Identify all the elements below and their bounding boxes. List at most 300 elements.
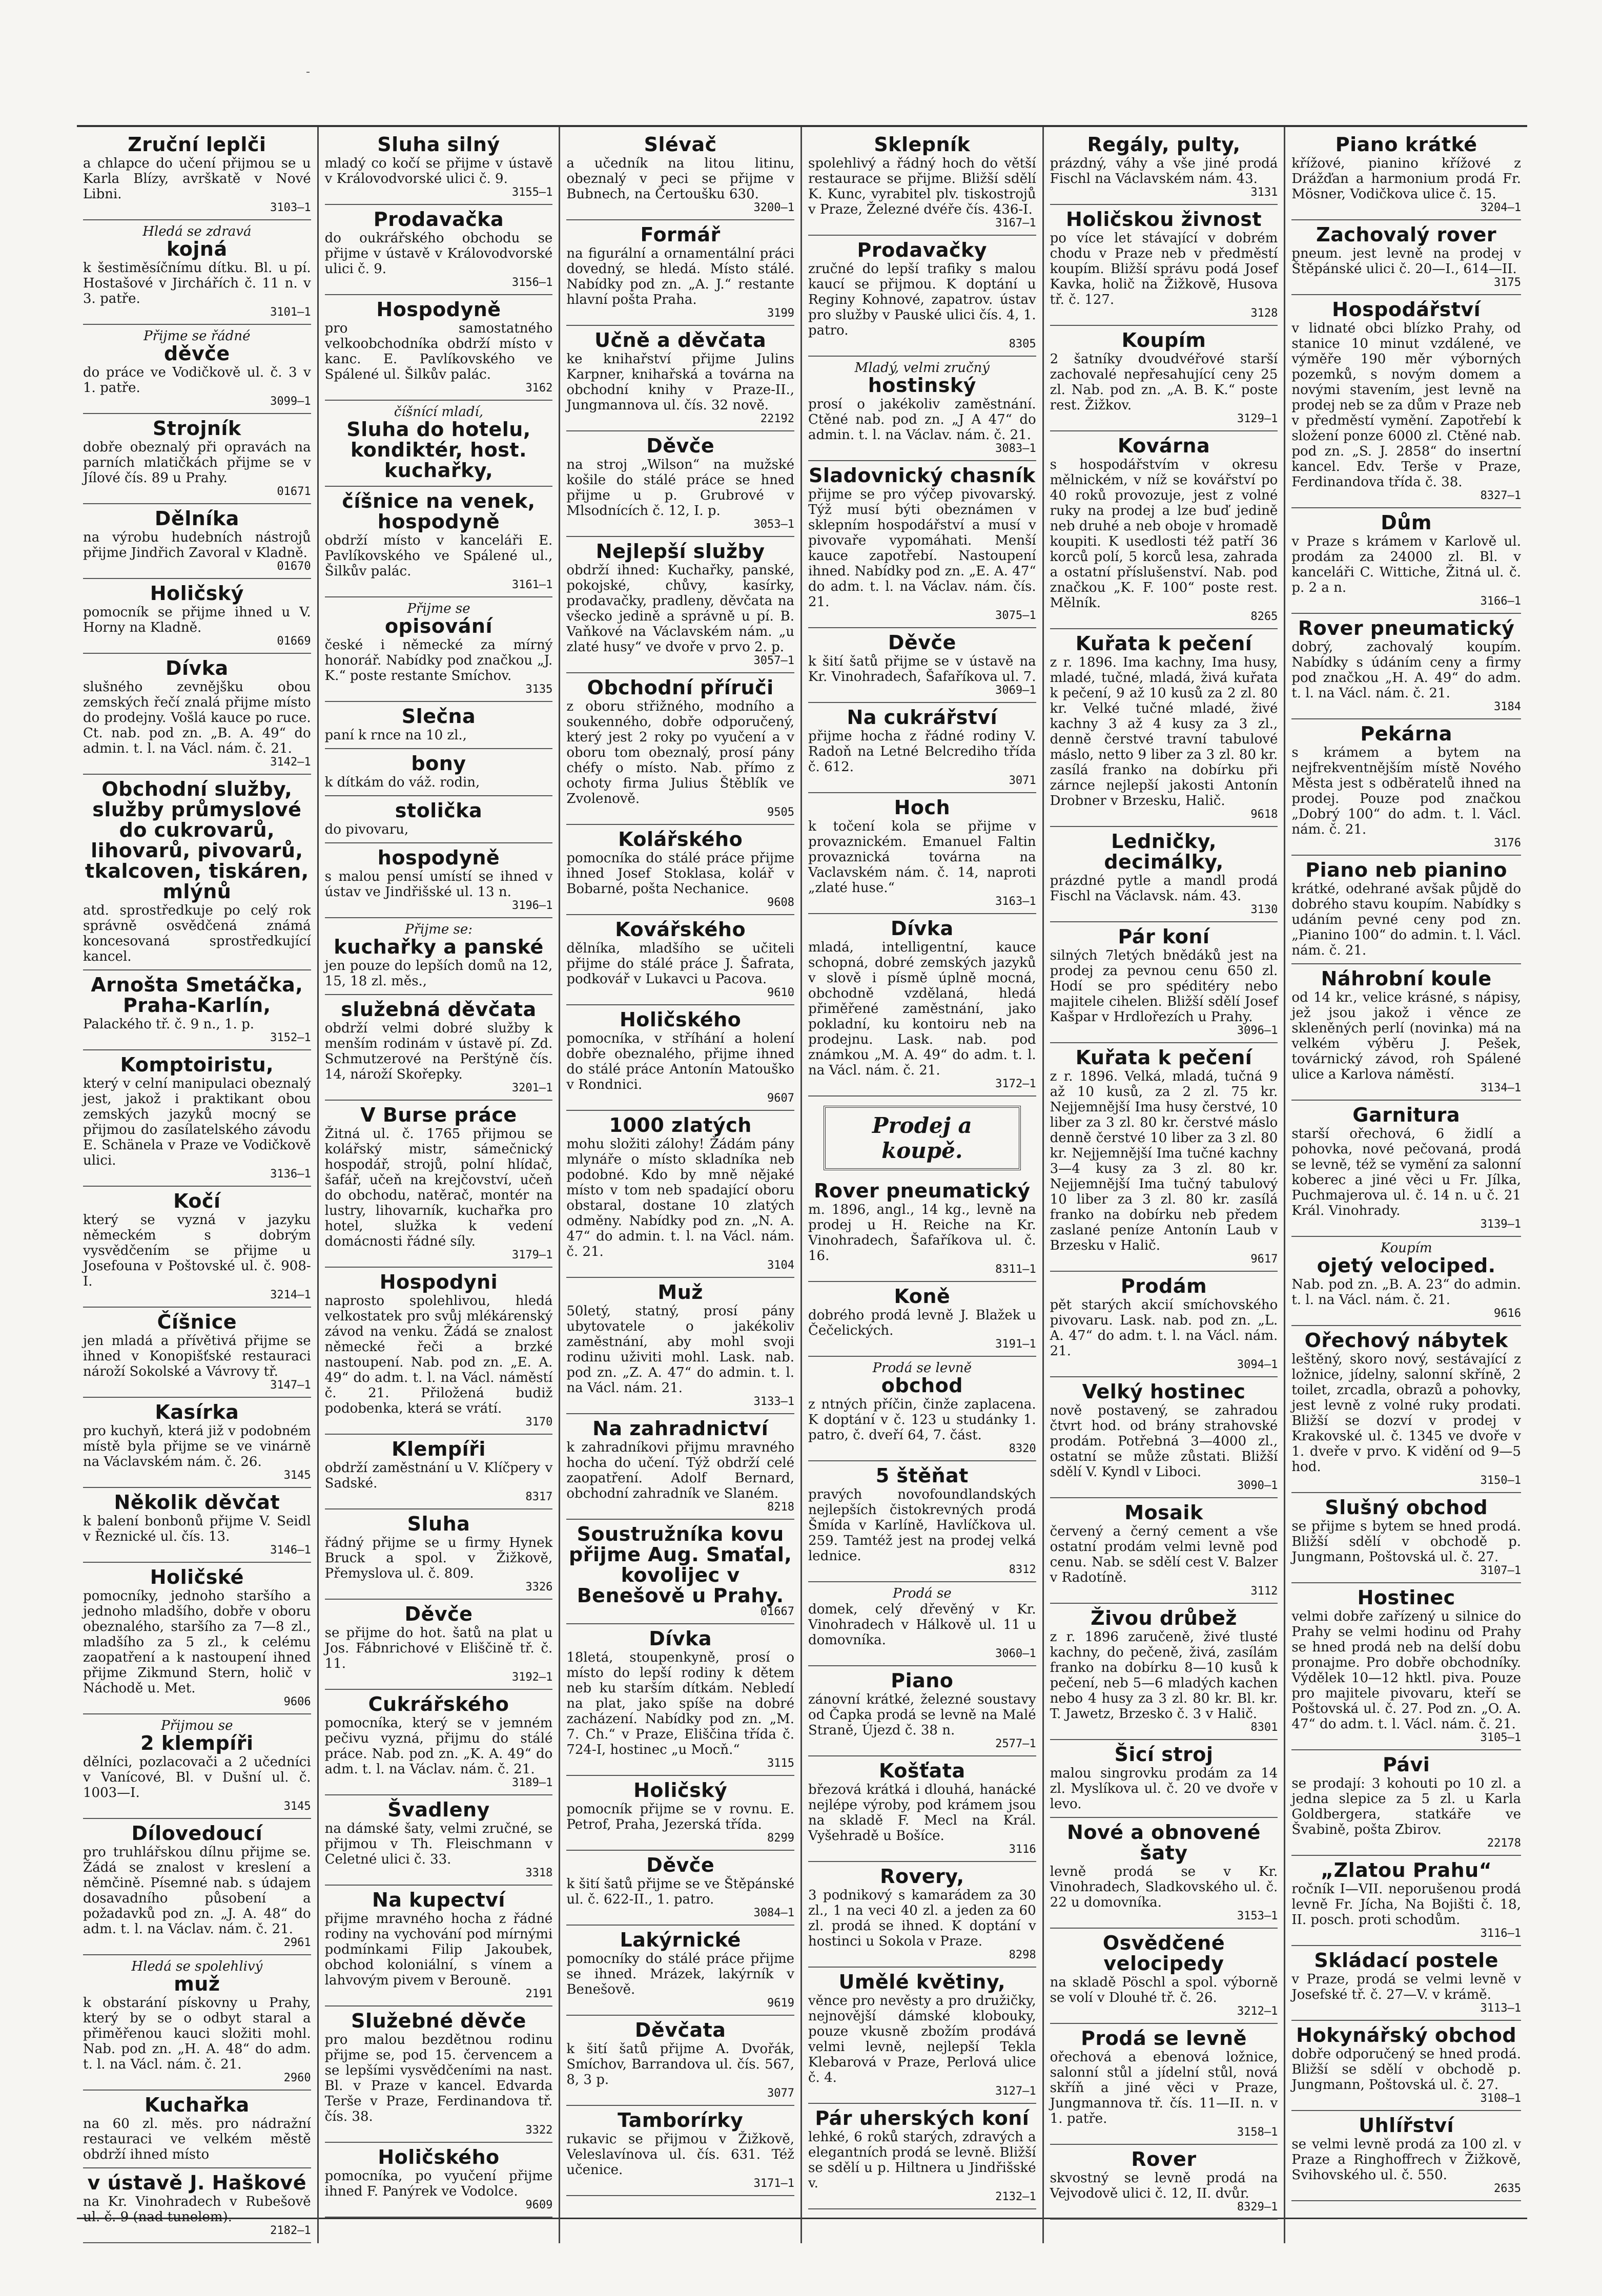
ad-body: s malou pensí umístí se ihned v ústav ve Jindřišské ul. 13 n.: [324, 869, 553, 900]
ad-body: pro kuchyň, která již v podobném místě byla přijme se ve vinárně na Václavském nám. č. 26.: [83, 1423, 311, 1470]
ad-title: 5 štěňat: [875, 1464, 969, 1487]
ad-lead: Prodá se: [892, 1586, 952, 1601]
classified-ad: [566, 2016, 794, 2106]
ad-title: Tamborírky: [618, 2109, 744, 2132]
ad-body: který v celní manipulaci obeznalý jest, jakož i praktikant obou zemských jazyků mocný se přijmou do zasílatelského závodu E. Schänela v Praze ve Vodičkově ulici.: [83, 1076, 311, 1168]
ad-reference-number: 8327—1: [1480, 489, 1521, 502]
ad-title: Dělníka: [154, 507, 239, 530]
ad-reference-number: 3212—1: [1237, 2005, 1278, 2018]
ad-reference-number: 9606: [283, 1695, 311, 1708]
ad-body: k zahradníkovi přijmu mravného hocha do učení. Týž obdrží celé zaopatření. Adolf Bernard, obchodní zahradník ve Slaném.: [566, 1440, 794, 1501]
ad-body: k šití šatů přijme A. Dvořák, Smíchov, Barrandova ul. čís. 567, 8, 3 p.: [566, 2041, 794, 2087]
classified-ad: [566, 1278, 794, 1414]
ad-title: hospodyně: [377, 846, 500, 869]
ad-reference-number: 3134—1: [1480, 1082, 1521, 1094]
classified-ad: [566, 220, 794, 326]
ad-title: Kovářského: [615, 918, 746, 941]
ad-reference-number: 8298: [1009, 1949, 1036, 1961]
ad-title: Kasírka: [155, 1401, 239, 1423]
ad-body: Žitná ul. č. 1765 přijmou se kolářský mistr, sámečnický hospodář, strojů, polní hlídač, šafář, učeň na krejčovství, učeň do obchodu, natěrač, montér na lustry, lihovarník, kuchařka pro hotel, služka k vedení domácnosti řádné síly.: [324, 1126, 553, 1249]
ad-body: na 60 zl. měs. pro nádražní restauraci ve velkém městě obdrží ihned místo: [83, 2116, 311, 2162]
classified-ad: [1050, 205, 1278, 326]
ad-reference-number: 9618: [1250, 808, 1278, 821]
ad-title: Švadleny: [387, 1798, 490, 1821]
ad-body: obdrží místo v kanceláři E. Pavlíkovského ve Spálené ul., Šilkův palác.: [324, 533, 553, 579]
ad-body: domek, celý dřevěný v Kr. Vinohradech v Hálkově ul. 11 u domovníka.: [808, 1602, 1036, 1648]
ad-reference-number: 3104: [767, 1259, 794, 1272]
ad-reference-number: 3153—1: [1237, 1910, 1278, 1922]
ad-reference-number: 2635: [1494, 2182, 1521, 2195]
classified-ad: [808, 1176, 1036, 1282]
classified-ad: [1291, 1101, 1521, 1237]
ad-body: k šestiměsíčnímu dítku. Bl. u pí. Hostašové v Jirchářích č. 11 n. v 3. patře.: [83, 260, 311, 306]
ad-title: Slušný obchod: [1325, 1496, 1488, 1519]
ad-title: Nové a obnovené šaty: [1067, 1821, 1261, 1864]
ad-body: pět starých akcií smíchovského pivovaru. Lask. nab. pod zn. „L. A. 47“ do adm. t. l. na Václ. nám. 21.: [1050, 1297, 1278, 1359]
ad-title: Děvče: [646, 1854, 715, 1876]
ad-title: Hokynářský obchod: [1296, 2024, 1517, 2046]
classified-ad: [808, 236, 1036, 357]
ad-reference-number: 8305: [1009, 338, 1036, 350]
ad-title: Hostinec: [1357, 1586, 1455, 1609]
ad-body: pomocníky do stálé práce přijme se ihned. Mrázek, lakýrník v Benešově.: [566, 1951, 794, 1997]
classified-ad: [325, 1101, 553, 1268]
ad-title: číšnice na venek, hospodyně: [342, 490, 536, 533]
ad-body: který se vyzná v jazyku německém s dobrým vysvědčením se přijme u Josefouna v Poštovské ul. č. 908-I.: [83, 1212, 311, 1289]
classified-ad: [808, 461, 1036, 628]
classified-ad: [566, 2106, 794, 2196]
classified-ad: [325, 2143, 553, 2218]
ad-title: Soustružníka kovu přijme Aug. Smaťal, kovolijec v Benešově u Prahy.: [569, 1523, 792, 1607]
ad-body: od 14 kr., velice krásné, s nápisy, jež jsou jakož i věnce ze skleněných perlí (novinka) má na velkém výběru J. Pešek, továrnický závod, roh Spálené ulice a Karlova náměstí.: [1291, 990, 1521, 1082]
ad-title: Regály, pulty,: [1087, 133, 1241, 156]
ad-title: Pár uherských koní: [815, 2107, 1030, 2129]
ad-title: Komptoiristu,: [120, 1053, 274, 1076]
ad-reference-number: 3196—1: [511, 899, 553, 912]
ad-title: Rover: [1131, 2148, 1197, 2170]
ad-body: na dámské šaty, velmi zručné, se přijmou v Th. Fleischmann v Celetné ulici č. 33.: [324, 1821, 553, 1867]
ad-reference-number: 3077: [767, 2087, 794, 2100]
classified-ad: [1291, 1493, 1521, 1583]
classified-ad: [325, 487, 553, 597]
ad-body: pomocník se přijme ihned u V. Horny na Kladně.: [83, 605, 311, 635]
ad-title: Kovárna: [1117, 435, 1210, 457]
ad-body: zánovní krátké, železné soustavy od Čapka prodá se levně na Malé Straně, Újezd č. 38 n.: [808, 1692, 1036, 1738]
ad-reference-number: 2191: [525, 1988, 553, 2000]
column-2: [319, 127, 561, 2243]
ad-body: 50letý, statný, prosí pány ubytovatele o jakékoliv zaměstnání, aby mohl svoji rodinu uživiti mohl. Lask. nab. pod zn. „Z. A. 47“ do admin. t. l. na Václ. nám. 21.: [566, 1304, 794, 1396]
ad-reference-number: 3191—1: [995, 1338, 1036, 1351]
ad-reference-number: 2960: [283, 2072, 311, 2084]
ad-body: skvostný se levně prodá na Vejvodově ulici č. 12, II. dvůr.: [1050, 2170, 1278, 2201]
ad-body: prosí o jakékoliv zaměstnání. Ctěné nab. pod zn. „J A 47“ do admin. t. l. na Václav. nám. č. 21.: [808, 397, 1036, 443]
ad-body: naprosto spolehlivou, hledá velkostatek pro svůj mlékárenský závod na venku. Žádá se znalost německé řeči a brzké nastoupení. Nab. pod zn. „E. A. 49“ do adm. t. l. na Václ. náměstí č. 21. Přiložená budiž podobenka, která se vrátí.: [324, 1293, 553, 1416]
ad-title: Kuřata k pečení: [1075, 632, 1252, 655]
ad-reference-number: 8312: [1009, 1563, 1036, 1576]
ad-title: Na kupectví: [372, 1889, 505, 1911]
ad-body: pro samostatného velkoobchodníka obdrží místo v kanc. E. Pavlíkovského ve Spálené ul. Šilkův palác.: [324, 321, 553, 382]
classified-ad: [1050, 1740, 1278, 1818]
ad-reference-number: 3116—1: [1480, 1927, 1521, 1940]
ad-title: Piano: [891, 1669, 954, 1692]
classified-ad: [83, 1308, 311, 1398]
ad-body: pneum. jest levně na prodej v Štěpánské ulici č. 20—I., 614—II.: [1291, 246, 1521, 277]
classified-ad: [83, 220, 311, 325]
ad-title: děvče: [164, 342, 230, 365]
ad-title: Sluha do hotelu, kondiktér, host. kuchařky,: [346, 418, 531, 482]
ad-body: mladý co kočí se přijme v ústavě v Královodvorské ulici č. 9.: [324, 156, 553, 187]
ad-body: k šití šatů přijme se v ústavě na Kr. Vinohradech, Šafaříkova ul. 7.: [808, 654, 1036, 685]
ad-reference-number: 3101—1: [270, 306, 311, 319]
ad-title: kuchařky a panské: [334, 936, 544, 958]
ad-body: na stroj „Wilson“ na mužské košile do stálé práce se hned přijme u p. Grubrové v Mlsodnících č. 12, I. p.: [566, 457, 794, 519]
ad-body: ročník I—VII. neporušenou prodá levně Fr. Jícha, Na Bojišti č. 18, II. posch. proti schodům.: [1291, 1881, 1521, 1928]
ad-lead: Hledá se spolehlivý: [131, 1959, 263, 1974]
classified-ad: [808, 2104, 1036, 2209]
classified-ad: [808, 1862, 1036, 1968]
classified-ad: [566, 915, 794, 1005]
ad-body: paní k rnce na 10 zl.,: [324, 728, 467, 743]
ad-title: Nejlepší služby: [595, 540, 765, 563]
ad-body: pravých novofoundlandských nejlepších čistokrevných prodá Šmída v Karlíně, Havlíčkova ul. 259. Tamtéž jest na prodej velká lednice.: [808, 1487, 1036, 1564]
ad-reference-number: 3057—1: [753, 654, 794, 667]
ad-reference-number: 2182—1: [270, 2224, 311, 2237]
ad-body: starší ořechová, 6 židlí a pohovka, nové pečovaná, prodá se levně, též se vymění za salonní koberec a jiné věci u Fr. Jílka, Puchmajerova ul. č. 14 n. u č. 21 Král. Vinohrady.: [1291, 1126, 1521, 1218]
ad-body: na Kr. Vinohradech v Rubešově ul. č. 9 (nad tunelem).: [83, 2194, 311, 2225]
ad-reference-number: 3166—1: [1480, 595, 1521, 608]
classified-ad: [83, 414, 311, 504]
ad-title: Cukrářského: [368, 1693, 509, 1715]
ad-reference-number: 3116: [1009, 1843, 1036, 1856]
ad-title: bony: [411, 752, 466, 775]
ad-body: k balení bonbonů přijme V. Seidl v Řeznické ul. čís. 13.: [83, 1514, 311, 1544]
ad-reference-number: 3167—1: [995, 217, 1036, 230]
ad-lead: Hledá se zdravá: [142, 224, 252, 239]
classified-ad: [808, 1461, 1036, 1582]
ad-title: Prodá se levně: [1081, 2027, 1247, 2050]
ad-title: Šicí stroj: [1114, 1743, 1214, 1766]
ad-title: kojná: [167, 238, 228, 260]
classified-ad: [325, 130, 553, 205]
ad-title: Živou drůbež: [1091, 1607, 1237, 1629]
ad-title: Rover pneumatický: [814, 1180, 1031, 1202]
ad-body: pro truhlářskou dílnu přijme se. Žádá se znalost v kreslení a němčině. Písemné nab. s údajem dosavadního působení a požadavků pod zn. „J. A. 48“ do adm. t. l. na Václav. nám. č. 21.: [83, 1845, 311, 1937]
classified-ad: [1050, 130, 1278, 205]
ad-title: Zachovalý rover: [1316, 223, 1497, 246]
ad-reference-number: 3175: [1494, 276, 1521, 289]
ad-reference-number: 3152—1: [270, 1031, 311, 1044]
classified-ad: [325, 995, 553, 1101]
ad-reference-number: 3150—1: [1480, 1474, 1521, 1487]
ad-title: Lakýrnické: [620, 1929, 741, 1951]
ad-body: slušného zevnějšku obou zemských řečí znalá přijme místo do prodejny. Vošlá kauce po ruce. Ct. nab. pod zn. „B. A. 49“ do admin. t. l. na Václ. nám. č. 21.: [83, 679, 311, 756]
ad-title: Holičského: [378, 2146, 500, 2168]
ad-body: rukavic se přijmou v Žižkově, Veleslavínova ul. čís. 631. Též učenice.: [566, 2132, 794, 2178]
ad-reference-number: 3145: [283, 1800, 311, 1813]
classified-ad: [325, 1690, 553, 1795]
ad-title: Dům: [1381, 511, 1432, 534]
ad-reference-number: 3083—1: [995, 442, 1036, 455]
ad-reference-number: 22178: [1487, 1837, 1521, 1850]
classified-ad: [83, 2168, 311, 2243]
ad-reference-number: 2132—1: [995, 2190, 1036, 2203]
ad-title: Obchodní služby, služby průmyslové do cukrovarů, lihovarů, pivovarů, tkalcoven, tiskáren, mlýnů: [85, 778, 309, 903]
ad-body: k obstarání pískovny u Prahy, který by se o odbyt staral a přiměřenou kauci složiti mohl. Nab. pod zn. „H. A. 48“ do adm. t. l. na Václ. nám. č. 21.: [83, 1995, 311, 2072]
classified-ad: [1291, 1946, 1521, 2021]
ad-title: Učně a děvčata: [594, 329, 767, 351]
ad-body: pomocníka do stálé práce přijme ihned Josef Stoklasa, kolář v Bobarné, pošta Nechanice.: [566, 851, 794, 897]
ad-title: Dívka: [649, 1627, 712, 1650]
ad-body: k točení kola se přijme v provaznickém. Emanuel Faltin provaznická továrna na Vaclavském nám. č. 14, naproti „zlaté huse.“: [808, 819, 1036, 896]
ad-title: Kuchařka: [144, 2094, 250, 2116]
classified-ad: [566, 825, 794, 915]
ad-title: Osvědčené velocipedy: [1102, 1932, 1225, 1975]
classified-ad: [325, 918, 553, 995]
column-1: [77, 127, 319, 2243]
classified-ad: [566, 326, 794, 431]
ad-reference-number: 3105—1: [1480, 1731, 1521, 1744]
ad-reference-number: 3158—1: [1237, 2126, 1278, 2139]
classified-ad: [1050, 629, 1278, 827]
ad-title: stolička: [395, 799, 483, 822]
ad-title: opisování: [384, 615, 493, 637]
ad-body: do práce ve Vodičkově ul. č. 3 v 1. patře.: [83, 365, 311, 396]
ad-reference-number: 8218: [767, 1501, 794, 1514]
ad-lead: číšnící mladí,: [394, 404, 484, 420]
ad-title: Děvče: [646, 435, 715, 457]
ad-body: m. 1896, angl., 14 kg., levně na prodej u H. Reiche na Kr. Vinohradech, Šafaříkova ul. č. 16.: [808, 1202, 1036, 1264]
classified-ad: [808, 1282, 1036, 1357]
ad-reference-number: 8329—1: [1237, 2201, 1278, 2214]
ad-body: spolehlivý a řádný hoch do větší restaurace se přijme. Bližší sdělí K. Kunc, vyrabitel plv. tiskostrojů v Praze, Železné dvéře čís. 436-I.: [808, 156, 1036, 217]
classified-ad: [808, 1357, 1036, 1461]
ad-reference-number: 3146—1: [270, 1544, 311, 1557]
ad-title: 2 klempíři: [140, 1732, 254, 1754]
ad-body: pomocník přijme se v rovnu. E. Petrof, Praha, Jezerská třída.: [566, 1802, 794, 1832]
ad-reference-number: 3155—1: [511, 186, 553, 199]
column-5: [1044, 127, 1286, 2243]
classified-ad: [83, 504, 311, 579]
ad-reference-number: 3096—1: [1237, 1024, 1278, 1037]
classified-ad: [1291, 220, 1521, 295]
classified-ad: [83, 1819, 311, 1955]
ad-body: do oukrářského obchodu se přijme v ústavě v Královodvorské ulici č. 9.: [324, 231, 553, 277]
ad-title: v ústavě J. Haškové: [87, 2171, 307, 2194]
ad-body: z r. 1896. Ima kachny, Ima husy, mladé, tučné, mladá, živá kuřata k pečení, 9 až 10 kusů za 2 zl. 80 kr. Velké tučné mladé, živé kachny 3 až 4 kusy za 3 zl., denně čerstvé travní tabulové máslo, netto 9 liber za 3 zl. 80 kr. zasílá franko na dobírku při zárnce nejlepší jakosti Antonín Drobner v Brzesku, Halič.: [1050, 655, 1278, 809]
classified-ad: [325, 597, 553, 702]
ad-title: Piano krátké: [1335, 133, 1477, 156]
classified-ad: [1291, 1583, 1521, 1750]
classified-ad: [83, 130, 311, 220]
ad-reference-number: 01669: [277, 635, 311, 648]
ad-body: dělníka, mladšího se učiteli přijme do stálé práce J. Šafrata, podkovář v Lukavci u Pacova.: [566, 941, 794, 987]
ad-reference-number: 3053—1: [753, 518, 794, 531]
ad-reference-number: 3156—1: [511, 276, 553, 289]
ad-reference-number: 3060—1: [995, 1647, 1036, 1660]
ad-reference-number: 9616: [1494, 1307, 1521, 1320]
ad-title: Náhrobní koule: [1321, 967, 1492, 990]
classified-ad: [566, 1414, 794, 1520]
classified-ad: [325, 796, 553, 843]
ad-title: Sluha: [407, 1513, 470, 1535]
classified-ad: [566, 537, 794, 673]
ad-body: pomocníky, jednoho staršího a jednoho mladšího, dobře v oboru obeznalého, staršího za 7—8 zl., mladšího za 5 zl., k celému zaopatření a k nastoupení ihned přijme Zikmund Stern, holič v Náchodě u. Met.: [83, 1588, 311, 1696]
ad-reference-number: 22192: [760, 412, 794, 425]
classified-ad: [1291, 719, 1521, 856]
ad-title: Formář: [640, 223, 721, 246]
ad-reference-number: 3094—1: [1237, 1358, 1278, 1371]
ad-body: malou singrovku prodám za 14 zl. Myslíkova ul. č. 20 ve dvoře v levo.: [1050, 1766, 1278, 1812]
ad-body: velmi dobře zařízený u silnice do Prahy se velmi hodinu od Prahy se hned prodá neb na delší dobu pronajme. Pro dobře obchodníky. Výdělek 10—12 hktl. piva. Pouze pro majitele pivovaru, kteří se Poštovská ul. č. 27. Pod zn. „O. A. 47“ do adm. t. l. Václ. nám. č. 21.: [1291, 1609, 1521, 1732]
ad-title: Děvčata: [634, 2019, 726, 2041]
ad-body: jen mladá a přívětivá přijme se ihned v Konopišťské restauraci nároží Sokolské a Vávrovy tř.: [83, 1333, 311, 1379]
ad-body: ořechová a ebenová ložnice, salonní stůl a jídelní stůl, nová skříň a jiné věci v Praze, Jungmannova tř. čís. 11—II. n. v 1. patře.: [1050, 2050, 1278, 2126]
classified-ad: [808, 1666, 1036, 1756]
classified-ad: [1050, 1498, 1278, 1604]
ad-body: z oboru střižného, modního a soukenného, dobře odporučený, který jest 2 roky po vyučení a v oboru tom obeznalý, prosí pány chéfy o místo. Nab. přímo z ochoty firma Julius Štěblík ve Zvolenově.: [566, 699, 794, 806]
ad-body: pomocníka, v stříhání a holení dobře obeznalého, přijme ihned do stálé práce Antonín Matouško v Rondnici.: [566, 1031, 794, 1092]
ad-title: Koupím: [1121, 329, 1206, 351]
classified-ad: [1291, 508, 1521, 614]
ad-body: 2 šatníky dvoudvéřové starší zachovalé nepřesahující ceny 25 zl. Nab. pod zn. „A. B. K.“ poste rest. Žižkov.: [1050, 351, 1278, 413]
ad-lead: Přijmou se: [161, 1718, 233, 1733]
classified-ad: [325, 295, 553, 401]
ad-reference-number: 3161—1: [511, 578, 553, 591]
ad-reference-number: 9617: [1250, 1253, 1278, 1266]
ad-body: věnce pro nevěsty a pro družičky, nejnovější dámské klobouky, pouze vkusně zbožím prodává velmi levně, nejlepší Tekla Klebarová v Praze, Perlová ulice č. 4.: [808, 1993, 1036, 2085]
ad-reference-number: 3171—1: [753, 2177, 794, 2190]
classified-ad: [83, 775, 311, 970]
ad-reference-number: 3179—1: [511, 1249, 553, 1261]
classified-ad: [325, 1509, 553, 1600]
ad-reference-number: 3130: [1250, 903, 1278, 916]
ad-title: Košťata: [879, 1760, 966, 1782]
classified-ad: [325, 843, 553, 918]
ad-body: české i německé za mírný honorář. Nabídky pod značkou „J. K.“ poste restante Smíchov.: [324, 637, 553, 684]
ad-reference-number: 3184: [1494, 700, 1521, 713]
column-6: [1285, 127, 1527, 2243]
ad-reference-number: 3112: [1250, 1585, 1278, 1598]
classified-ad: [808, 914, 1036, 1097]
ad-body: na skladě Pöschl a spol. výborně se volí v Dlouhé tř. č. 26.: [1050, 1975, 1278, 2005]
ad-body: obdrží zaměstnání u V. Klíčpery v Sadské.: [324, 1460, 553, 1491]
classified-ad: [325, 1435, 553, 1509]
ad-reference-number: 8320: [1009, 1442, 1036, 1455]
classified-ad: [83, 1187, 311, 1308]
classified-ad: [325, 1886, 553, 2007]
ad-body: s hospodářstvím v okresu mělnickém, v níž se kovářství po 40 roků provozuje, jest z volné ruky na prodej a lze buď jedině neb druhé a neb oboje v hromadě koupiti. K usedlosti též patří 36 korců polí, 5 korců lesa, zahrada a ostatní příslušenství. Nab. pod značkou „K. F. 100“ poste rest. Mělník.: [1050, 457, 1278, 611]
classified-ad: [325, 401, 553, 487]
classified-ad: [1050, 1818, 1278, 1929]
ad-reference-number: 3204—1: [1480, 201, 1521, 214]
classified-ad: [1291, 2021, 1521, 2111]
classified-ad: [566, 1111, 794, 1278]
ad-reference-number: 3162: [525, 382, 553, 395]
classified-ad: [566, 130, 794, 220]
ad-reference-number: 8311—1: [995, 1263, 1036, 1276]
classified-ad: [83, 1050, 311, 1187]
ad-title: Uhlířství: [1359, 2114, 1454, 2137]
ad-reference-number: 3176: [1494, 837, 1521, 850]
classified-ad: [1291, 614, 1521, 719]
ad-reference-number: 3115: [767, 1757, 794, 1770]
ad-title: Piano neb pianino: [1305, 859, 1508, 881]
ad-title: Číšnice: [157, 1311, 237, 1333]
ad-title: Děvče: [888, 631, 956, 654]
classified-ad: [566, 673, 794, 825]
ad-title: Klempíři: [392, 1438, 486, 1460]
classified-ad: [83, 579, 311, 654]
ad-title: Pekárna: [1360, 722, 1452, 745]
ad-title: Ledničky, decimálky,: [1104, 830, 1224, 873]
ad-title: Hoch: [894, 796, 951, 819]
ad-title: Kolářského: [618, 828, 743, 851]
classified-ad: [1291, 1326, 1521, 1493]
ad-body: na výrobu hudebních nástrojů přijme Jindřich Zavoral v Kladně.: [83, 530, 311, 561]
ad-body: řádný přijme se u firmy Hynek Bruck a spol. v Žižkově, Přemyslova ul. č. 809.: [324, 1535, 553, 1581]
ad-reference-number: 01670: [277, 560, 311, 573]
ad-title: Dívka: [890, 917, 954, 940]
ad-body: leštěný, skoro nový, sestávající z ložnice, jídelny, salonní skříně, 2 toilet, zrcadla, obrazů a pohovky, jest levně z volné ruky prodati. Bližší se dozví v prodej v Krakovské ul. č. 1345 ve dvoře v 1. dveře v prvo. K vidění od 9—5 hod.: [1291, 1352, 1521, 1475]
ad-reference-number: 8317: [525, 1491, 553, 1503]
ad-reference-number: 3192—1: [511, 1671, 553, 1684]
classified-ad: [808, 628, 1036, 703]
classified-ad: [1291, 2111, 1521, 2201]
ad-reference-number: 3318: [525, 1867, 553, 1879]
ad-body: dobře obeznalý při opravách na parních mlatičkách přijme se v Jílové čís. 89 u Prahy.: [83, 440, 311, 486]
ad-body: se přijme s bytem se hned prodá. Bližší sdělí v obchodě p. Jungmann, Poštovská ul. č. 27.: [1291, 1519, 1521, 1565]
ad-body: v Praze, prodá se velmi levně v Josefské tř. č. 27—V. v krámě.: [1291, 1972, 1521, 2002]
ad-body: z r. 1896 zaručeně, živé tlusté kachny, do pečeně, živá, zasílám franko na dobírku 8—10 kusů k pečení, neb 5—6 mladých kachen nebo 4 husy za 3 zl. 80 kr. Bl. kr. T. Jawetz, Brzesko č. 3 v Halič.: [1050, 1629, 1278, 1722]
classified-ad: [325, 749, 553, 796]
ad-reference-number: 8265: [1250, 610, 1278, 623]
ad-body: s krámem a bytem na nejfrekventnějším místě Nového Města jest s odběratelů ihned na prodej. Pouze pod značkou „Dobrý 100“ do adm. t. l. Václ. nám. č. 21.: [1291, 745, 1521, 837]
ad-body: Palackého tř. č. 9 n., 1. p.: [83, 1017, 254, 1032]
ad-body: lehké, 6 roků starých, zdravých a elegantních prodá se levně. Bližší se sdělí u p. Hiltnera u Jindřišské v.: [808, 2129, 1036, 2191]
ad-reference-number: 9608: [767, 896, 794, 909]
ad-title: Hospodyně: [376, 298, 501, 321]
ad-reference-number: 9610: [767, 986, 794, 999]
ad-body: dobrý, zachovalý koupím. Nabídky s údáním ceny a firmy pod značkou „H. A. 49“ do adm. t. l. na Václ. nám. č. 21.: [1291, 639, 1521, 701]
classified-ad: [808, 357, 1036, 461]
classified-ad: [808, 1582, 1036, 1666]
ad-title: Děvče: [404, 1603, 473, 1625]
ad-body: se přijme do hot. šatů na plat u Jos. Fábnrichové v Eliščině tř. č. 11.: [324, 1625, 553, 1671]
ad-title: Dílovedoucí: [131, 1822, 263, 1845]
ad-title: Rover pneumatický: [1298, 617, 1515, 639]
classified-ad: [325, 1268, 553, 1435]
ad-body: obdrží velmi dobré služby k menším rodinám v ústavě pí. Zd. Schmutzerové na Perštýně čís. 14, nároží Skořepky.: [324, 1021, 553, 1082]
classified-ad: [566, 431, 794, 537]
ad-reference-number: 3131: [1250, 186, 1278, 199]
ad-body: dobrého prodá levně J. Blažek u Čečelických.: [808, 1308, 1036, 1338]
ad-reference-number: 3129—1: [1237, 412, 1278, 425]
ad-title: Sklepník: [874, 133, 971, 156]
ad-reference-number: 3200—1: [753, 201, 794, 214]
ad-reference-number: 3084—1: [753, 1907, 794, 1919]
classified-ad: [808, 703, 1036, 793]
classified-ad: [1291, 1750, 1521, 1856]
ad-reference-number: 3069—1: [995, 684, 1036, 697]
ad-title: Holičský: [633, 1779, 728, 1802]
classified-ad: [808, 793, 1036, 914]
ad-title: Muž: [658, 1281, 703, 1304]
classified-ad: [1050, 827, 1278, 922]
ad-body: prázdné pytle a mandl prodá Fischl na Václavsk. nám. 43.: [1050, 873, 1278, 904]
classified-ad: [325, 1795, 553, 1886]
classified-ad: [808, 1968, 1036, 2104]
classified-ad: [808, 130, 1036, 236]
